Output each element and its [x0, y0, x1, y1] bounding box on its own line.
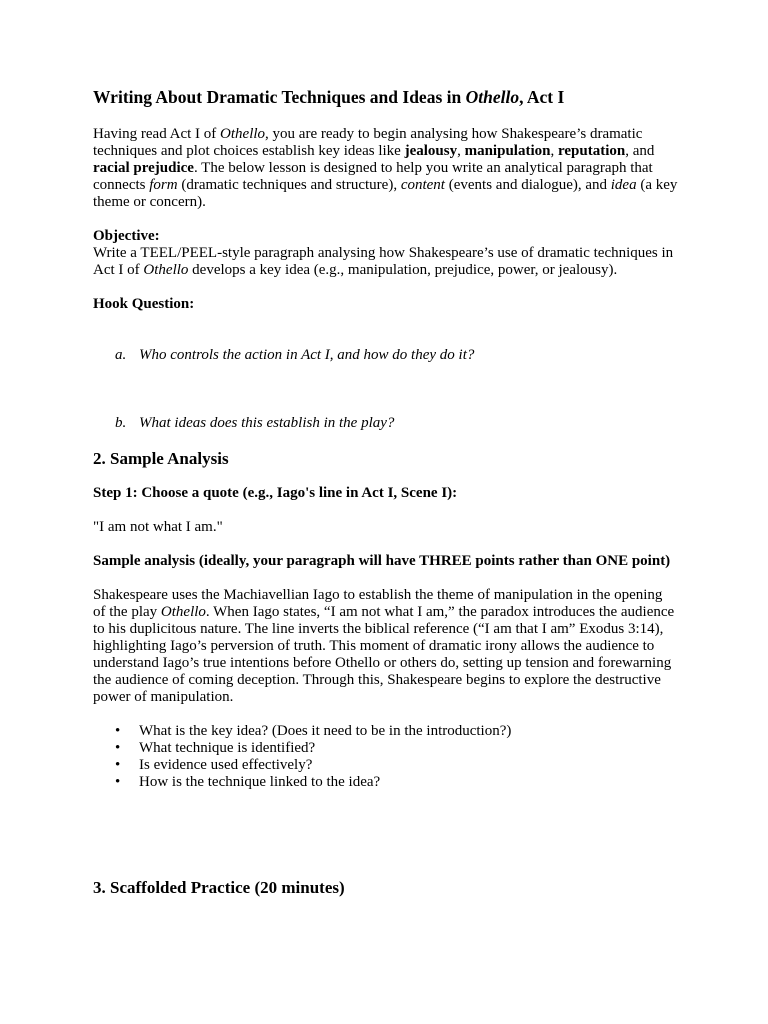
list-item-text: Is evidence used effectively?	[139, 757, 313, 773]
term-form: form	[149, 177, 178, 193]
list-item	[93, 757, 678, 774]
bullet-icon: •	[115, 740, 121, 756]
bullet-icon: •	[115, 757, 121, 773]
list-item	[93, 740, 678, 757]
sample-quote: "I am not what I am."	[93, 519, 223, 535]
intro-text: Having read Act I of	[93, 126, 221, 142]
analysis-play-name: Othello	[160, 604, 206, 620]
objective-label: Objective:	[93, 228, 160, 244]
analysis-text: Shakespeare uses the Machiavellian Iago to establish the theme of manipulation in the opening of the play	[93, 587, 663, 620]
hook-text: What ideas does this establish in the play?	[139, 415, 395, 431]
term-idea: idea	[610, 177, 637, 193]
section-2-heading: 2. Sample Analysis	[93, 449, 229, 468]
hook-marker: a.	[115, 347, 127, 363]
objective-text	[93, 245, 678, 279]
sample-analysis-paragraph	[93, 587, 678, 706]
intro-text: (a key theme or concern).	[93, 177, 678, 210]
intro-text: , and	[625, 143, 655, 159]
bullet-icon: •	[115, 723, 121, 739]
hook-question-a	[93, 347, 678, 364]
hook-marker: b.	[115, 415, 127, 431]
title-act: , Act I	[519, 87, 565, 107]
step-1-label: Step 1: Choose a quote (e.g., Iago's line in Act I, Scene I):	[93, 485, 458, 501]
idea-reputation: reputation	[557, 143, 626, 159]
title-text: Writing About Dramatic Techniques and Ideas in	[93, 87, 466, 107]
analysis-checklist	[93, 723, 678, 791]
intro-paragraph	[93, 126, 678, 211]
intro-text: , you are ready to begin analysing how Shakespeare’s dramatic techniques and plot choices establish key ideas like	[93, 126, 643, 159]
section-3-heading: 3. Scaffolded Practice (20 minutes)	[93, 878, 345, 897]
list-item-text: What technique is identified?	[139, 740, 316, 756]
objective-body: Write a TEEL/PEEL-style paragraph analysing how Shakespeare’s use of dramatic techniques in Act I of	[93, 245, 674, 278]
sample-analysis-label: Sample analysis (ideally, your paragraph will have THREE points rather than ONE point)	[93, 553, 671, 569]
list-item	[93, 723, 678, 740]
list-item-text: How is the technique linked to the idea?	[139, 774, 381, 790]
analysis-text: . When Iago states, “I am not what I am,” the paradox introduces the audience to his duplicitous nature. The line inverts the biblical reference (“I am that I am” Exodus 3:14), highlighting Iago’s perversion of truth. This moment of dramatic irony allows the audience to understand Iago’s true intentions before Othello or others do, setting up tension and forewarning the audience of coming deception. Through this, Shakespeare begins to explore the destructive power of manipulation.	[93, 604, 675, 705]
objective-play-name: Othello	[143, 262, 189, 278]
list-item-text: What is the key idea? (Does it need to be in the introduction?)	[139, 723, 512, 739]
hook-text: Who controls the action in Act I, and how do they do it?	[139, 347, 475, 363]
document-page	[93, 86, 678, 899]
hook-question-b	[93, 415, 678, 432]
intro-text: (dramatic techniques and structure),	[177, 177, 401, 193]
intro-text: . The below lesson is designed to help you write an analytical paragraph that connects	[93, 160, 653, 193]
idea-racial-prejudice: racial prejudice	[93, 160, 194, 176]
objective-body: develops a key idea (e.g., manipulation, prejudice, power, or jealousy).	[188, 262, 618, 278]
hook-question-label: Hook Question:	[93, 296, 195, 312]
document-title	[93, 86, 678, 108]
idea-manipulation: manipulation	[464, 143, 551, 159]
title-play-name: Othello	[465, 87, 520, 107]
intro-text: ,	[457, 143, 465, 159]
intro-play-name: Othello	[220, 126, 266, 142]
idea-jealousy: jealousy	[404, 143, 458, 159]
intro-text: (events and dialogue), and	[444, 177, 611, 193]
intro-text: ,	[550, 143, 558, 159]
term-content: content	[400, 177, 445, 193]
list-item	[93, 774, 678, 791]
bullet-icon: •	[115, 774, 121, 790]
